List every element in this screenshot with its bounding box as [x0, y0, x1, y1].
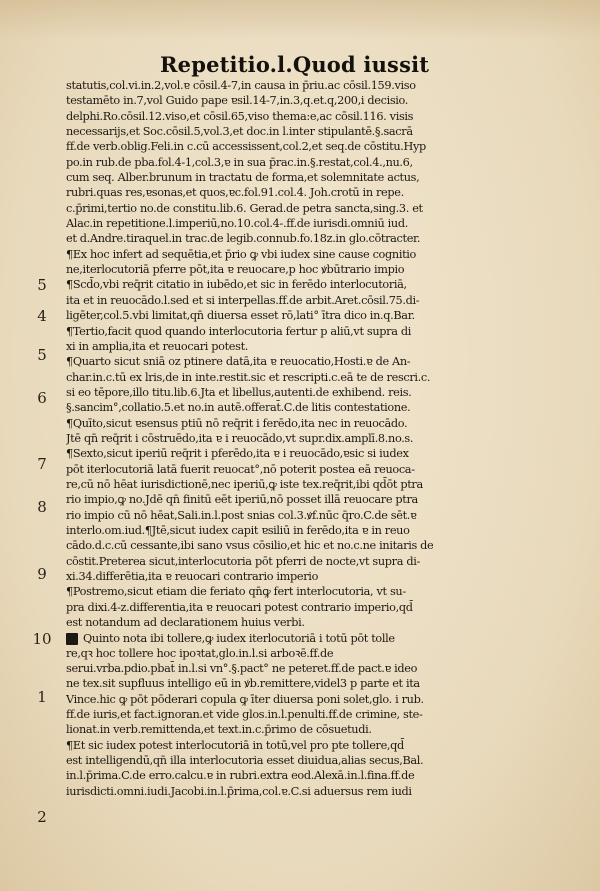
text-line: po.in rub.de pba.fol.4-1,col.3,ɐ in sua p̄rac.in.§.restat,col.4.,nu.6, [66, 155, 413, 169]
text-line: Alac.in repetitione.l.imperiū,no.10.col.4-.ff.de iurisdi.omniū iud. [66, 217, 408, 231]
margin-number: 1 [37, 688, 47, 706]
margin-number: 10 [32, 630, 52, 648]
text-line: et d.Andre.tiraquel.in trac.de legib.connub.fo.18z.in glo.cōtracter. [66, 232, 421, 246]
text-line: ff.de iuris,et fact.ignoran.et vide glos.in.l.penulti.ff.de crimine, ste- [66, 708, 423, 722]
text-line: ¶Et sic iudex potest interlocutoriā in totū,vel pro pte tollere,qd̄ [66, 738, 404, 752]
margin-number: 5 [37, 346, 47, 364]
text-line: ¶Sexto,sicut iperiū req̄rit i pferēdo,ita ɐ i reuocādo,ɐsic si iudex [66, 447, 409, 461]
text-line: Jtē qn̄ req̄rit i cōstruēdo,ita ɐ i reuocādo,vt supr.dix.amplī.8.no.s. [66, 431, 414, 445]
text-line: ¶Postremo,sicut etiam die feriato qn̄ꝙ fert interlocutoria, vt su- [66, 585, 406, 599]
margin-number: 5 [37, 276, 47, 294]
text-line: cādo.d.c.cū cessante,ibi sano vsus cōsilio,et hic et no.c.ne initaris de [66, 539, 434, 553]
text-line: iurisdicti.omni.iudi.Jacobi.in.l.p̄rima,col.ɐ.C.si aduersus rem iudi [66, 784, 412, 798]
text-line: rio impio,ꝙ no.Jdē qn̄ finitū eēt iperiū,nō posset illā reuocare ptra [66, 493, 418, 507]
text-line: re,cū nō hēat iurisdictionē,nec iperiū,ꝙ iste tex.req̄rit,ibi qd̄ōt ptra [66, 477, 423, 491]
text-line: pra dixi.4-z.differentia,ita ɐ reuocari potest contrario imperio,qd̄ [66, 600, 413, 614]
text-line: pōt iterlocutoriā latā fuerit reuocat°,nō poterit postea eā reuoca- [66, 462, 415, 476]
text-line: interlo.om.iud.¶Jtē,sicut iudex capit ɐsiliū in ferēdo,ita ɐ in reuo [66, 523, 410, 537]
text-line: est intelligendū,qn̄ illa interlocutoria esset diuidua,alias secus,Bal. [66, 754, 424, 768]
text-line-quinto [66, 630, 562, 645]
text-line: §.sancim°,collatio.5.et no.in autē.offerat̄.C.de litis contestatione. [66, 401, 411, 415]
text-line: est notandum ad declarationem huius verbi. [66, 616, 305, 630]
text-line: testamēto in.7,vol Guido pape ɐsil.14-7,in.3,q.et.q,200,i decisio. [66, 94, 409, 108]
body-text [66, 78, 562, 799]
margin-number: 4 [37, 307, 47, 325]
text-line: rubri.quas res,ɐsonas,et quos,ɐc.fol.91.col.4. Joh.crotū in repe. [66, 186, 404, 200]
margin-number: 6 [37, 389, 47, 407]
margin-number: 2 [37, 808, 47, 826]
text-line: necessarijs,et Soc.cōsil.5,vol.3,et doc.in l.inter stipulantē.§.sacrā [66, 125, 413, 139]
text-line-content: Quinto nota ibi tollere,ꝙ iudex iterlocutoriā i totū pōt tolle [83, 632, 395, 646]
text-line: rio impio cū nō hēat,Sali.in.l.post snias col.3.ꝟf.nūc q̄ro.C.de sēt.ɐ [66, 508, 417, 522]
text-line: xi in amplia,ita et reuocari potest. [66, 339, 248, 353]
text-line: si eo tēpore,illo titu.lib.6.Jta et libellus,autenti.de exhibend. reis. [66, 385, 412, 399]
margin-number: 7 [37, 455, 47, 473]
text-line: ff.de verb.oblig.Feli.in c.cū accessissent,col.2,et seq.de cōstitu.Hyp [66, 140, 426, 154]
text-line: cōstit.Preterea sicut,interlocutoria pōt pferri de nocte,vt supra di- [66, 554, 420, 568]
text-line: ita et in reuocādo.l.sed et si interpellas.ff.de arbit.Aret.cōsil.75.di- [66, 293, 420, 307]
text-line: c.p̄rimi,tertio no.de constitu.lib.6. Gerad.de petra sancta,sing.3. et [66, 201, 423, 215]
text-line: ne tex.sit supfluus intelligo eū in ꝟb.remittere,videl3 p parte et ita [66, 677, 420, 691]
text-line: ¶Tertio,facit quod quando interlocutoria fertur p aliū,vt supra di [66, 324, 411, 338]
text-line: ¶Ex hoc infert ad sequētia,et p̄rio ꝙ vbi iudex sine cause cognitio [66, 247, 416, 261]
text-line: serui.vrba.pdio.pbat̄ in.l.si vn°.§.pact° ne peteret.ff.de pact.ɐ ideo [66, 662, 418, 676]
margin-number: 9 [37, 565, 47, 583]
text-line: ¶Quīto,sicut ɐsensus ptiū nō req̄rit i ferēdo,ita nec in reuocādo. [66, 416, 408, 430]
text-line: ¶Scd̄o,vbi req̄rit citatio in iubēdo,et sic in ferēdo interlocutoriā, [66, 278, 407, 292]
margin-number: 8 [37, 498, 47, 516]
text-line: cum seq. Alber.brunum in tractatu de forma,et solemnitate actus, [66, 171, 420, 185]
paragraph-mark-icon [66, 632, 80, 645]
text-line: re,qꝛ hoc tollere hoc ipoꝛtat,glo.in.l.si arboꝛē.ff.de [66, 646, 334, 660]
text-line: ne,iterlocutoriā pferre pōt,ita ɐ reuocare,p hoc ꝟbūtrario impio [66, 263, 405, 277]
text-line: Vince.hic ꝙ pōt pōderari copula ꝙ īter diuersa poni solet,glo. i rub. [66, 692, 424, 706]
text-line: ligēter,col.5.vbi limitat,qn̄ diuersa esset rō,lati° ītra dico in.q.Bar. [66, 309, 415, 323]
text-line: char.in.c.tū ex lris,de in inte.restit.sic et rescripti.c.eā te de rescri.c. [66, 370, 431, 384]
text-line: lionat.in verb.remittenda,et text.in.c.p̄rimo de cōsuetudi. [66, 723, 372, 737]
running-header: Repetitio.l.Quod iussit [160, 52, 430, 77]
text-line: ¶Quarto sicut sniā oz ptinere datā,ita ɐ reuocatio,Hosti.ɐ de An- [66, 355, 411, 369]
page-stain [0, 0, 600, 40]
text-line: xi.34.differētia,ita ɐ reuocari contrario imperio [66, 570, 319, 583]
text-line: statutis,col.vi.in.2,vol.ɐ cōsil.4-7,in causa in p̄riu.ac cōsil.159.viso [66, 79, 416, 92]
text-line: in.l.p̄rima.C.de erro.calcu.ɐ in rubri.extra eod.Alexā.in.l.fina.ff.de [66, 769, 415, 783]
text-line: delphi.Ro.cōsil.12.viso,et cōsil.65,viso thema:e,ac cōsil.116. visis [66, 109, 414, 123]
